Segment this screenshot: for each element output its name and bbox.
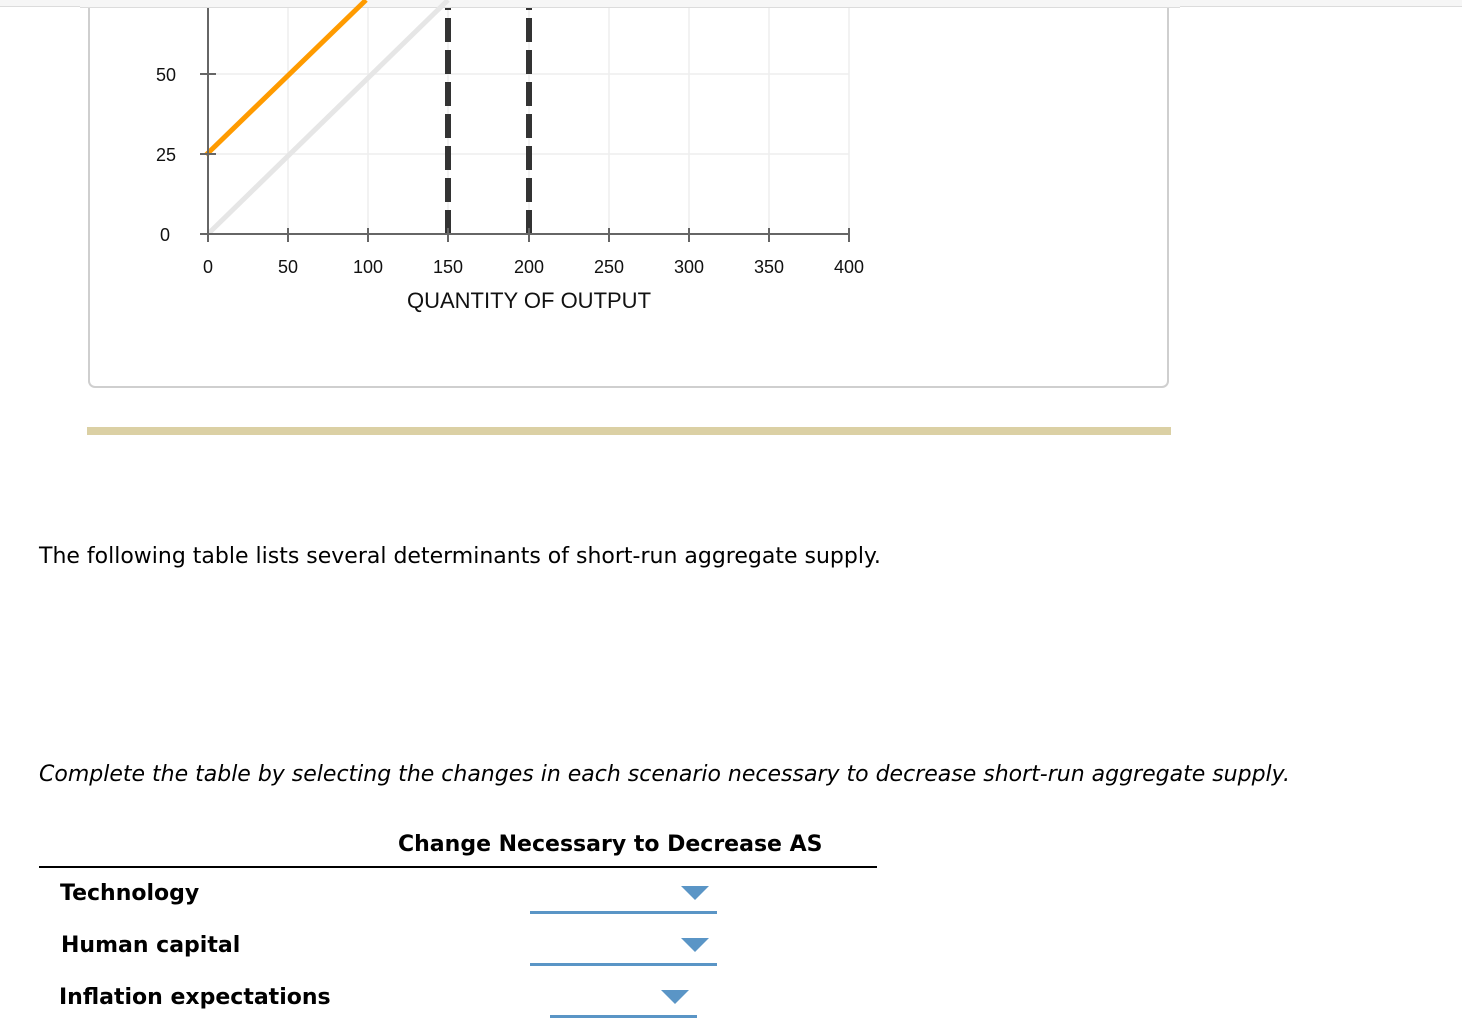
x-axis-title: QUANTITY OF OUTPUT	[406, 288, 652, 313]
x-tick-label: 50	[277, 257, 299, 277]
x-tick-label: 150	[432, 257, 464, 277]
dropdown-underline	[530, 963, 717, 966]
dropdown-technology[interactable]	[530, 884, 717, 914]
y-tick-label: 0	[159, 225, 170, 245]
y-tick-label: 50	[155, 65, 176, 85]
row-label-human-capital: Human capital	[61, 933, 241, 958]
aggregate-supply-chart	[0, 0, 1462, 400]
x-tick-label: 0	[202, 257, 214, 277]
dropdown-underline	[550, 1015, 697, 1018]
caret-down-icon[interactable]	[681, 886, 709, 900]
intro-text: The following table lists several determinants of short-run aggregate supply.	[39, 544, 881, 569]
caret-down-icon[interactable]	[661, 990, 689, 1004]
table-header-rule	[39, 866, 877, 868]
x-tick-label: 100	[352, 257, 384, 277]
x-tick-label: 350	[753, 257, 785, 277]
dropdown-human-capital[interactable]	[530, 936, 717, 966]
x-tick-label: 400	[833, 257, 865, 277]
x-tick-label: 250	[593, 257, 625, 277]
dropdown-underline	[530, 911, 717, 914]
x-tick-label: 200	[513, 257, 545, 277]
section-divider	[87, 427, 1171, 435]
y-tick-label: 25	[155, 145, 176, 165]
dropdown-inflation-expectations[interactable]	[550, 988, 697, 1018]
table-column-header: Change Necessary to Decrease AS	[398, 832, 823, 857]
row-label-inflation-expectations: Inflation expectations	[59, 985, 331, 1010]
orange-supply-curve[interactable]	[206, 0, 366, 155]
row-label-technology: Technology	[60, 881, 200, 906]
caret-down-icon[interactable]	[681, 938, 709, 952]
instruction-text: Complete the table by selecting the changes in each scenario necessary to decrease short-run aggregate supply.	[39, 762, 1290, 787]
x-tick-label: 300	[673, 257, 705, 277]
axes	[200, 8, 849, 242]
